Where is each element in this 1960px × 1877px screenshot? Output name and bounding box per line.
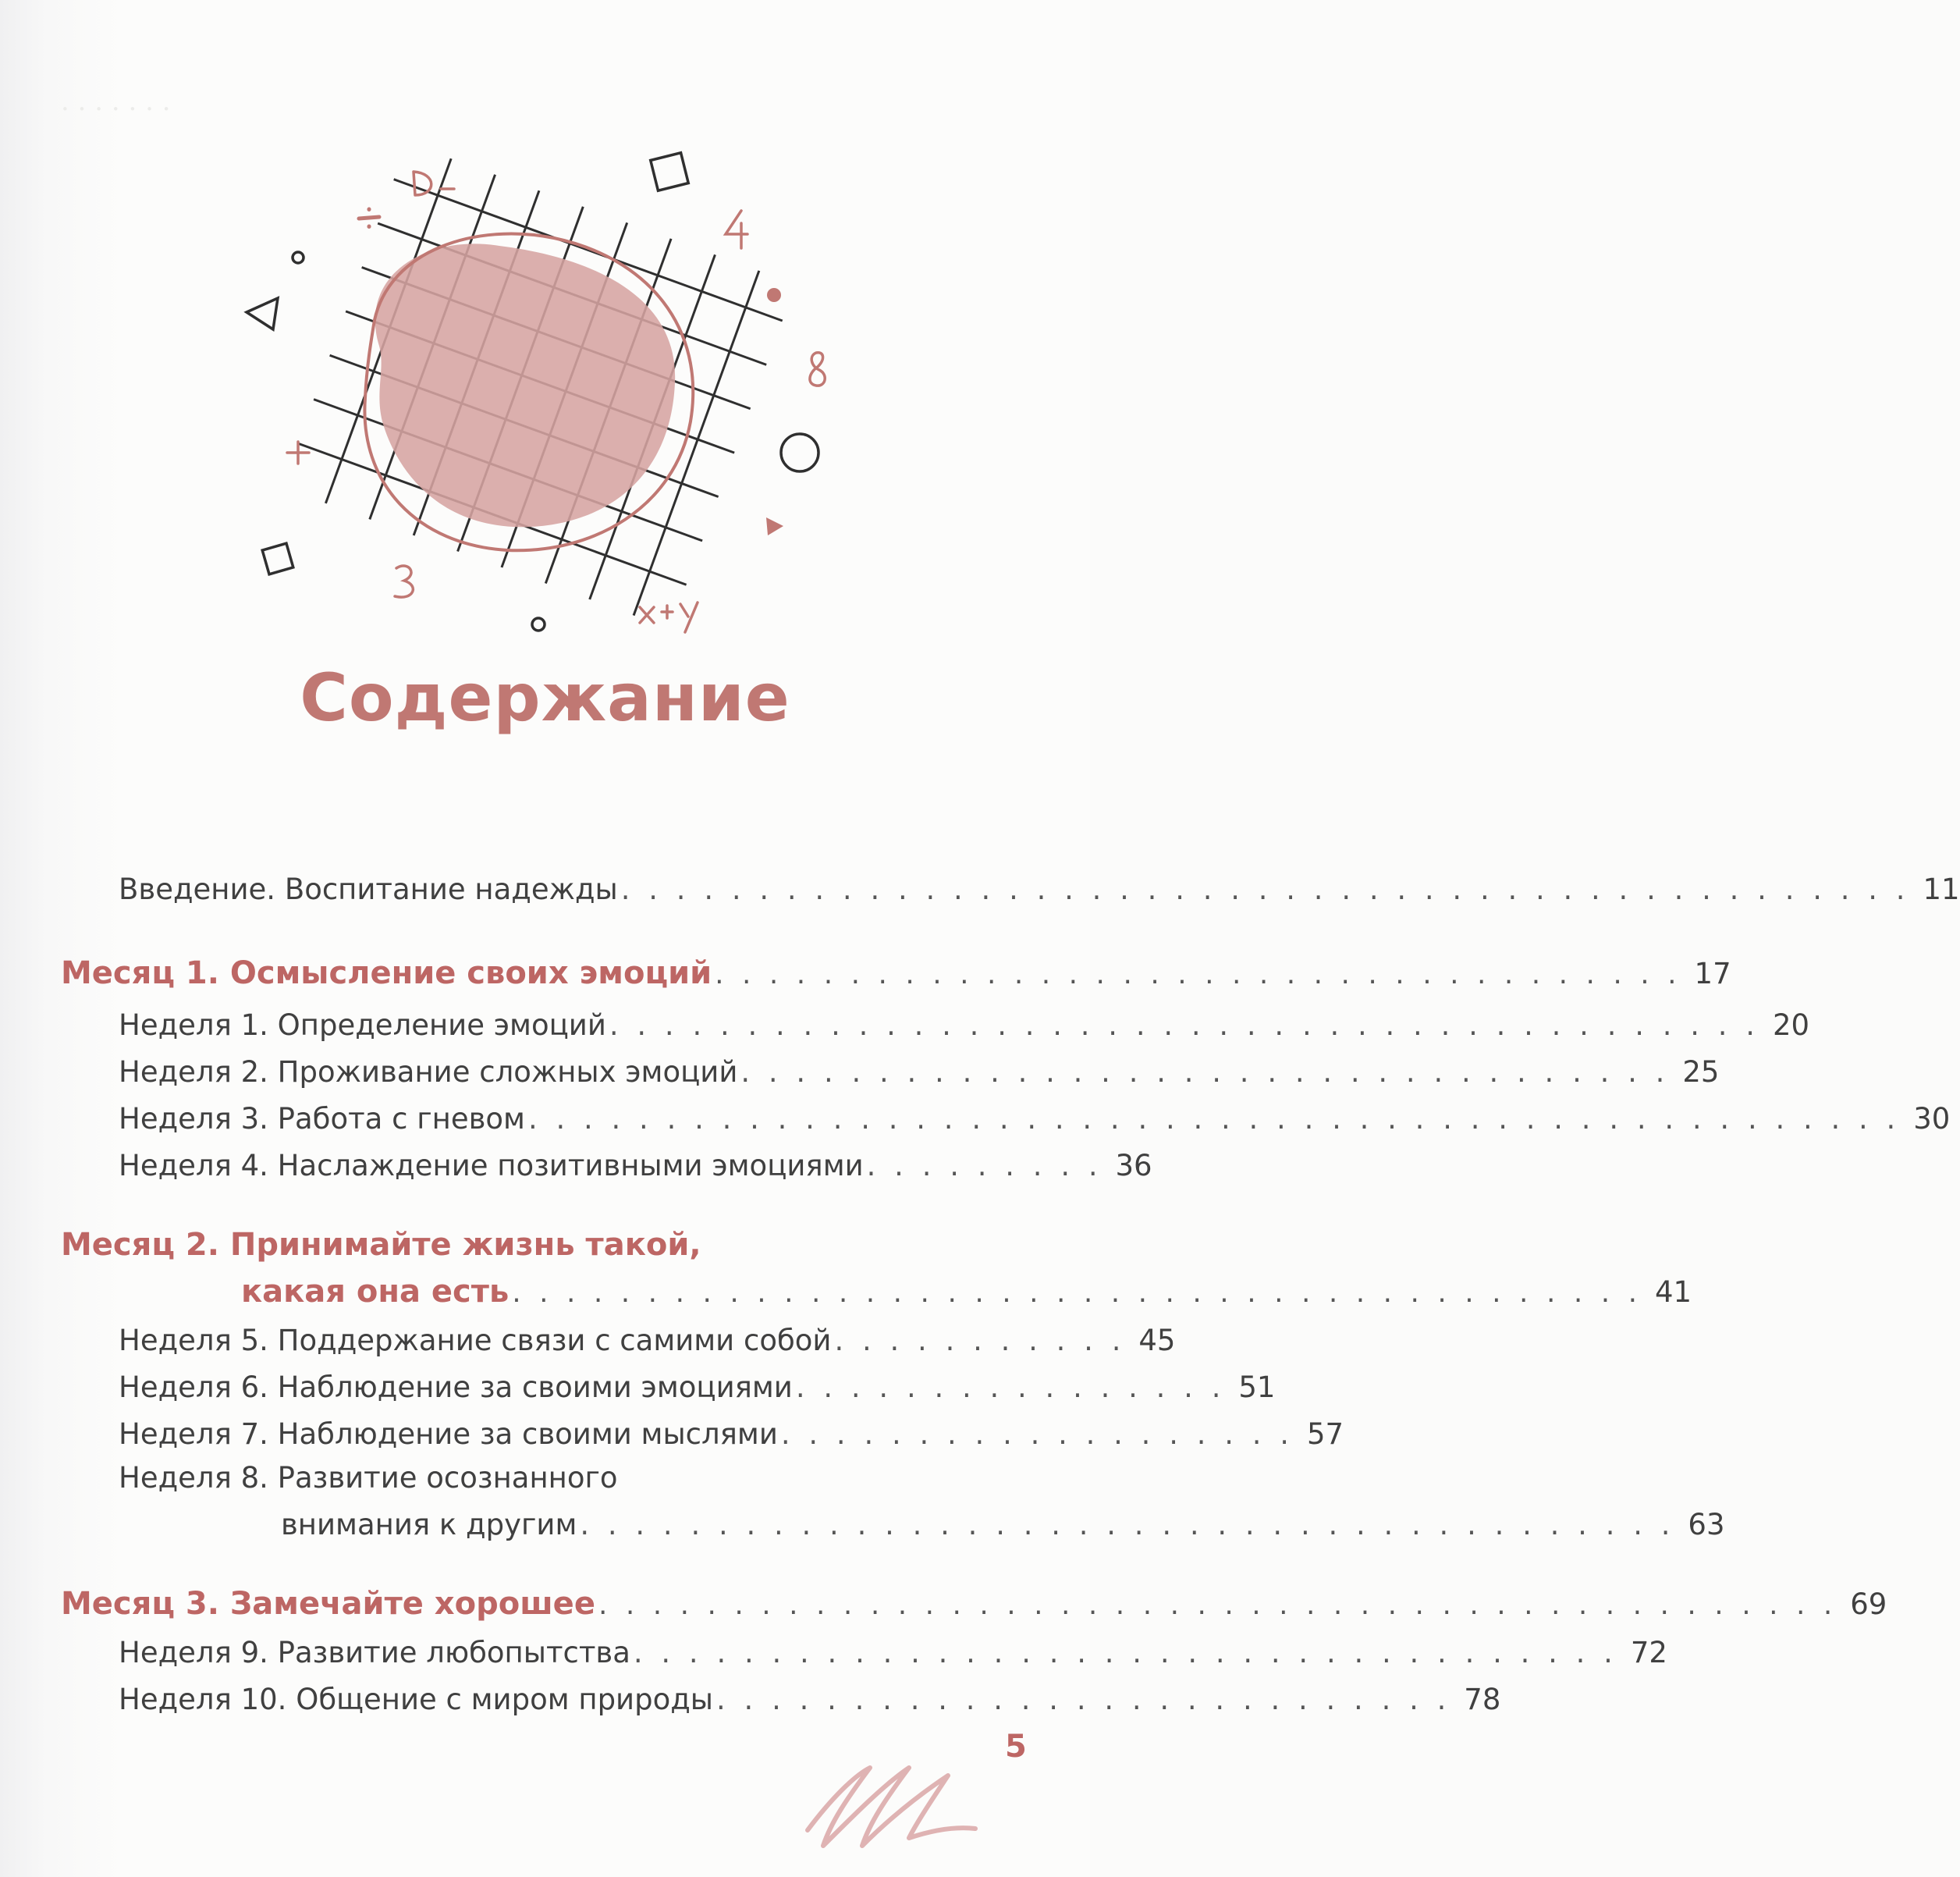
pink-scribble-decoration [800, 1744, 979, 1861]
toc-entry-month-3 [61, 1586, 1887, 1622]
toc-entry-month-1 [61, 955, 1731, 991]
toc-entry-week-7 [119, 1417, 1344, 1451]
toc-entry-label: Неделя 3. Работа с гневом [119, 1102, 525, 1136]
toc-page-number: 20 [1772, 1008, 1810, 1042]
toc-page-number: 36 [1115, 1149, 1152, 1182]
toc-page-number: 17 [1694, 957, 1731, 990]
toc-leader-dots: . . . . . . . . . . . . . . . . . . . . . . . . . . . . . . . . . . . . . . . . . . . . . . . . . . [527, 1102, 1901, 1136]
toc-leader-dots: . . . . . . . . . . . . . . . . . . . . . . . . . . . [716, 1683, 1451, 1716]
toc-page-number: 30 [1913, 1102, 1951, 1136]
toc-leader-dots: . . . . . . . . . . . . . . . . . . . . . . . . . . . . . . . . . . . . . . . . . . [609, 1008, 1760, 1042]
toc-entry-week-3 [119, 1102, 1951, 1136]
toc-entry-month-2-line-1: Месяц 2. Принимайте жизнь такой, [61, 1227, 701, 1263]
toc-page-number: 41 [1654, 1275, 1692, 1309]
toc-leader-dots: . . . . . . . . . . . [834, 1324, 1126, 1357]
toc-entry-week-8 [281, 1508, 1725, 1541]
toc-page-number: 51 [1238, 1370, 1276, 1404]
toc-page-number: 72 [1630, 1636, 1667, 1669]
page-title: Содержание [300, 659, 790, 736]
toc-entry-label: Неделя 5. Поддержание связи с самими собой [119, 1324, 832, 1357]
toc-page-number: 63 [1688, 1508, 1725, 1541]
toc-page-number: 57 [1306, 1417, 1344, 1451]
toc-leader-dots: . . . . . . . . . . . . . . . . [795, 1370, 1226, 1404]
toc-entry-label-line-2: какая она есть [241, 1274, 510, 1310]
toc-entry-label: Месяц 3. Замечайте хорошее [61, 1586, 595, 1622]
toc-leader-dots: . . . . . . . . . . . . . . . . . . . . . . . . . . . . . . . . . . . . [715, 958, 1681, 990]
toc-leader-dots: . . . . . . . . . . . . . . . . . . . . . . . . . . . . . . . . . . . . . . . . [580, 1508, 1675, 1541]
toc-page-number: 11 [1923, 873, 1960, 906]
toc-entry-intro [119, 873, 1960, 906]
toc-entry-label: Неделя 6. Наблюдение за своими эмоциями [119, 1370, 793, 1404]
toc-page-number: 69 [1850, 1587, 1887, 1621]
toc-entry-label: Введение. Воспитание надежды [119, 873, 618, 906]
toc-entry-label: Неделя 2. Проживание сложных эмоций [119, 1055, 738, 1089]
toc-entry-week-10 [119, 1683, 1501, 1716]
toc-entry-week-8-line-1: Неделя 8. Развитие осознанного [119, 1461, 618, 1495]
toc-entry-week-6 [119, 1370, 1276, 1404]
toc-leader-dots: . . . . . . . . . . . . . . . . . . . . . . . . . . . . . . . . . . . . . . . . . . . . . . [598, 1589, 1838, 1621]
toc-entry-week-5 [119, 1324, 1176, 1357]
toc-leader-dots: . . . . . . . . . [866, 1149, 1102, 1182]
bleed-through-text: · · · · · · · [61, 94, 171, 125]
toc-entry-label: Неделя 4. Наслаждение позитивными эмоциями [119, 1149, 864, 1182]
toc-entry-week-2 [119, 1055, 1720, 1089]
toc-entry-label: Неделя 7. Наблюдение за своими мыслями [119, 1417, 778, 1451]
toc-page-number: 78 [1464, 1683, 1501, 1716]
toc-page-number: 25 [1682, 1055, 1720, 1089]
toc-leader-dots: . . . . . . . . . . . . . . . . . . . . . . . . . . . . . . . . . . . . . . . . . . [512, 1277, 1642, 1309]
toc-leader-dots: . . . . . . . . . . . . . . . . . . . [780, 1417, 1294, 1451]
toc-entry-week-9 [119, 1636, 1667, 1669]
toc-entry-label: Месяц 1. Осмысление своих эмоций [61, 955, 712, 991]
toc-leader-dots: . . . . . . . . . . . . . . . . . . . . . . . . . . . . . . . . . . . . [633, 1636, 1617, 1669]
toc-entry-month-2 [241, 1274, 1692, 1310]
toc-entry-week-1 [119, 1008, 1810, 1042]
toc-leader-dots: . . . . . . . . . . . . . . . . . . . . . . . . . . . . . . . . . . . . . . . . . . . . . . . [620, 873, 1910, 906]
page-number: 5 [1005, 1729, 1027, 1765]
toc-entry-label: Неделя 9. Развитие любопытства [119, 1636, 630, 1669]
toc-leader-dots: . . . . . . . . . . . . . . . . . . . . . . . . . . . . . . . . . . [740, 1055, 1670, 1089]
toc-entry-label: Неделя 1. Определение эмоций [119, 1008, 606, 1042]
toc-page-number: 45 [1138, 1324, 1176, 1357]
toc-entry-week-4 [119, 1149, 1152, 1182]
toc-entry-label-line-2: внимания к другим [281, 1508, 577, 1541]
toc-entry-label: Неделя 10. Общение с миром природы [119, 1683, 714, 1716]
